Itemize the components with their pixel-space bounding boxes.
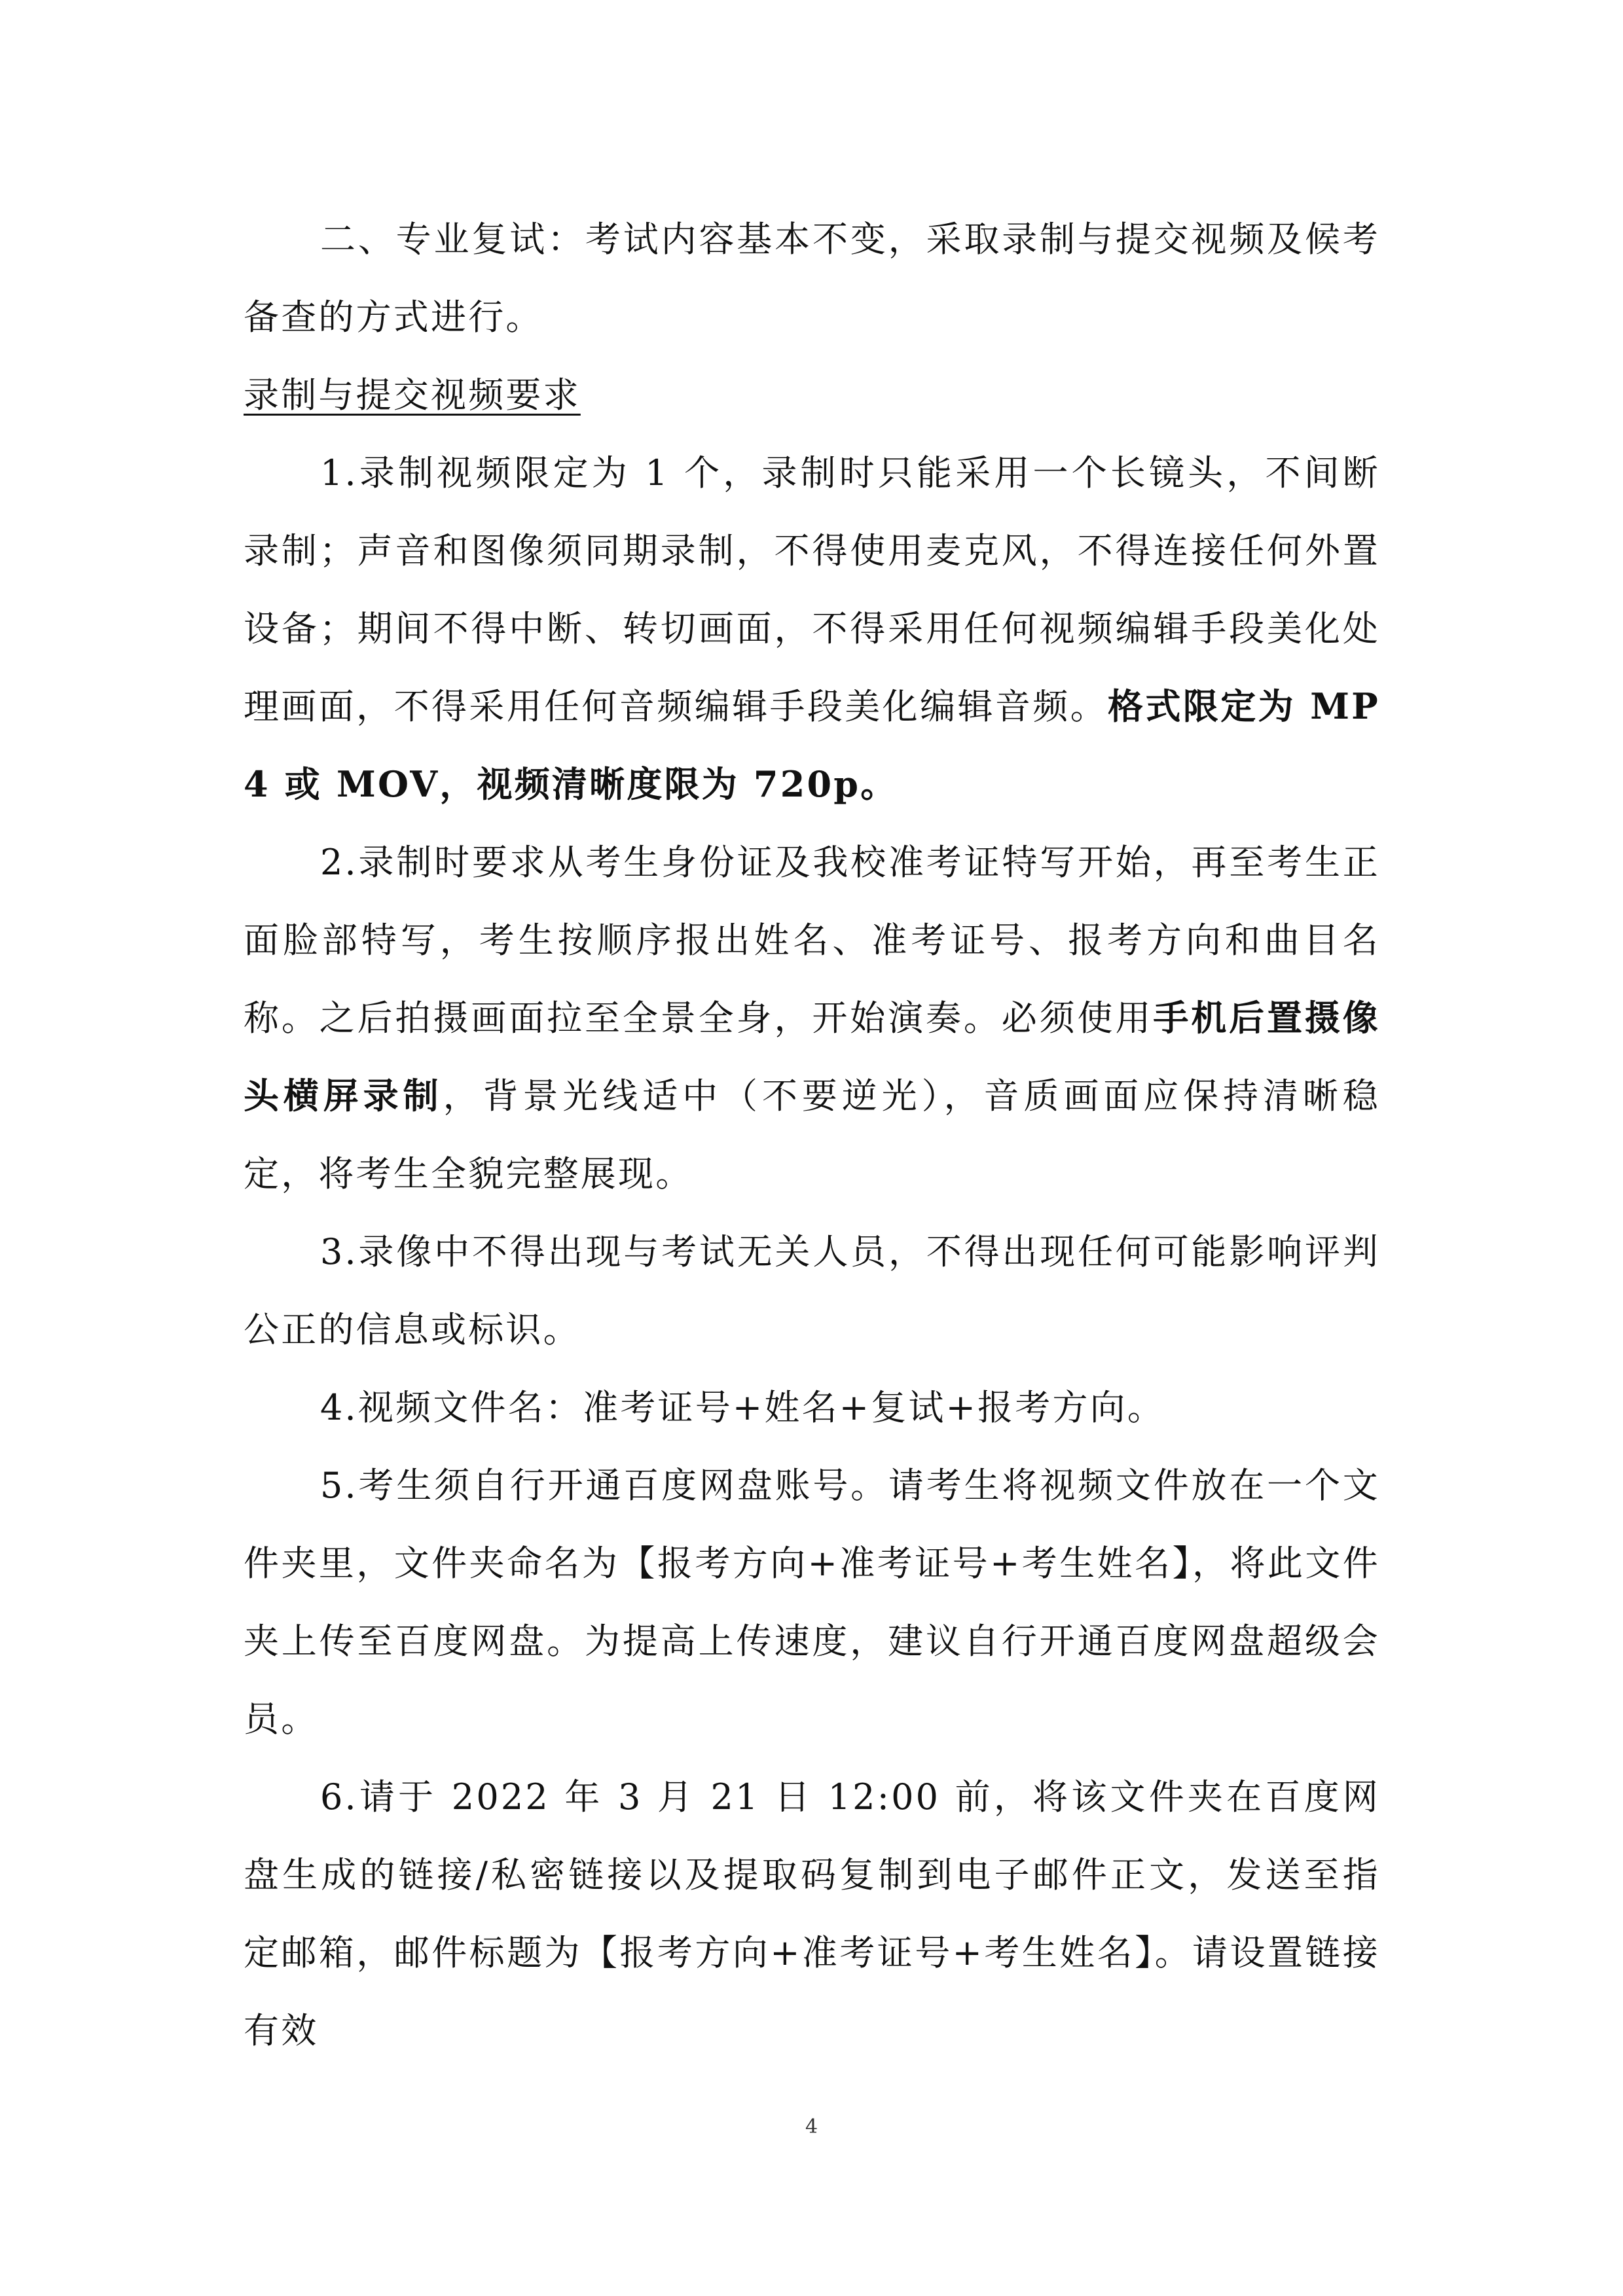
requirement-item-4: 4.视频文件名：准考证号+姓名+复试+报考方向。 [320, 1387, 1165, 1428]
subheading-video-requirements: 录制与提交视频要求 [244, 374, 581, 416]
section-heading: 二、专业复试：考试内容基本不变，采取录制与提交视频及候考备查的方式进行。 [244, 219, 1380, 338]
requirement-item-5: 5.考生须自行开通百度网盘账号。请考生将视频文件放在一个文件夹里，文件夹命名为【报考方向+准考证号+考生姓名】，将此文件夹上传至百度网盘。为提高上传速度，建议自行开通百度网盘超级会员。 [244, 1465, 1380, 1740]
requirement-item-2-camera-emphasis: 手机后置摄像头横屏录制 [244, 997, 1380, 1117]
requirement-item-3: 3.录像中不得出现与考试无关人员，不得出现任何可能影响评判公正的信息或标识。 [244, 1231, 1380, 1350]
requirement-item-1-text: 1.录制视频限定为 1 个，录制时只能采用一个长镜头，不间断录制；声音和图像须同期录制，不得使用麦克风，不得连接任何外置设备；期间不得中断、转切画面，不得采用任何视频编辑手段美化处理画面，不得采用任何音频编辑手段美化编辑音频。 [244, 452, 1380, 727]
requirement-item-1-format-emphasis: 格式限定为 MP4 或 MOV，视频清晰度限为 720p。 [244, 685, 1380, 805]
document-body [244, 200, 1380, 2070]
requirement-item-2 [244, 823, 1380, 1213]
requirement-item-6: 6.请于 2022 年 3 月 21 日 12:00 前，将该文件夹在百度网盘生成的链接/私密链接以及提取码复制到电子邮件正文，发送至指定邮箱，邮件标题为【报考方向+准考证号+考生姓名】。请设置链接有效 [244, 1776, 1380, 2051]
page-number: 4 [805, 2115, 818, 2138]
requirement-item-1 [244, 434, 1380, 823]
requirement-item-2-text-before: 2.录制时要求从考生身份证及我校准考证特写开始，再至考生正面脸部特写，考生按顺序报出姓名、准考证号、报考方向和曲目名称。之后拍摄画面拉至全景全身，开始演奏。必须使用 [244, 842, 1380, 1039]
requirement-item-2-text-after: ，背景光线适中（不要逆光），音质画面应保持清晰稳定，将考生全貌完整展现。 [244, 1075, 1380, 1194]
